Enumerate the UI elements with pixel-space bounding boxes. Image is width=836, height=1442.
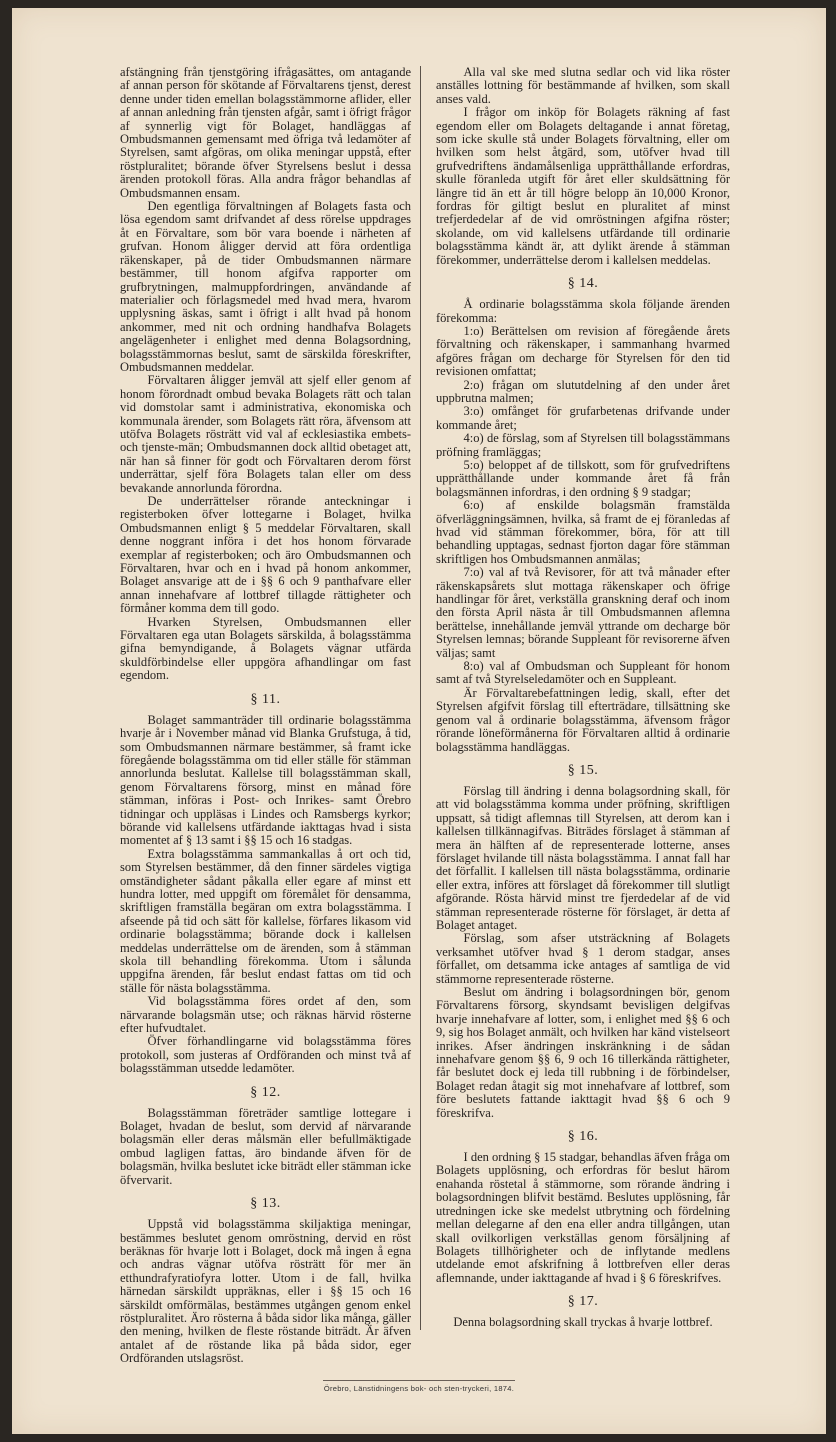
section-heading-14: § 14. bbox=[567, 276, 599, 292]
list-item: 7:o) val af två Revisorer, för att två månader efter räkenskapsårets slut mottaga räkenskaper och öfrige handlingar för året, verkställa granskning deraf och inom den första April nästa år till Ombudsmannen aflemna berättelse, innehållande jemväl yttrande om decharge bör Styrelsen lemnas; börande Suppleant för revisorerne äfven väljas; samt bbox=[436, 565, 730, 660]
paragraph: Öfver förhandlingarne vid bolagsstämma föres protokoll, som justeras af Ordföranden och minst två af bolagsstämman utsedde ledamöter. bbox=[120, 1034, 411, 1076]
list-item: 4:o) de förslag, som af Styrelsen till bolagsstämmans pröfning framläggas; bbox=[436, 431, 730, 459]
paragraph: Å ordinarie bolagsstämma skola följande ärenden förekomma: bbox=[436, 297, 730, 325]
paragraph: Uppstå vid bolagsstämma skiljaktiga meningar, bestämmes beslutet genom omröstning, dervid en röst beräknas för hvarje lott i Bolaget, dock må ingen å egna och andras vägnar utöfva rösträtt för mer än etthundrafyratiofyra lotter. Utom i de fall, hvilka härnedan särskildt uppräknas, eller i §§ 15 och 16 särskildt omförmälas, bestämmes utgången genom enkel röstpluralitet. Äro rösterna å båda sidor lika många, gäller den mening, hvilken de fleste röstande biträdt. Är äfven antalet af de röstande lika på båda sidor, eger Ordföranden utslagsröst. bbox=[120, 1217, 411, 1366]
paragraph: Denna bolagsordning skall tryckas å hvarje lottbref. bbox=[453, 1315, 713, 1330]
paragraph: afstängning från tjenstgöring ifrågasättes, om antagande af annan person för skötande af Förvaltarens tjenst, derest denne under tiden emellan bolagsstämmorne aflider, eller af annan anledning från tjensten afgår, samt i öfrigt frågor af synnerlig vigt för Bolaget, handläggas af Ombudsmannen gemensamt med öfriga två ledamöter af Styrelsen, samt afgöras, om olika meningar uppstå, efter röstpluralitet; börande öfver Styrelsens beslut i dessa ärenden protokoll föras. Alla andra frågor behandlas af Ombudsmannen ensam. bbox=[120, 65, 411, 200]
paragraph: Hvarken Styrelsen, Ombudsmannen eller Förvaltaren ega utan Bolagets särskilda, å bolagsstämma gifna bemyndigande, å Bolagets vägnar utfärda skuldförbindelse eller uppgöra afhandlingar om fast egendom. bbox=[120, 614, 411, 683]
left-column bbox=[120, 66, 420, 1366]
section-heading-16: § 16. bbox=[567, 1129, 599, 1145]
paragraph: Förslag till ändring i denna bolagsordning skall, för att vid bolagsstämma komma under pröfning, skriftligen uppsatt, så tidigt aflemnas till Styrelsen, att derom kan i kallelsen tillkännagifvas. Biträdes förslaget å stämman af mera än hälften af de representerade lotterne, anses förslaget hvilande till nästa bolagsstämma. I annat fall har det förfallit. I kallelsen till nästa bolagsstämma, ordinarie eller extra, införes att förslaget då förekommer till slutligt afgörande. Rösta härvid minst tre fjerdedelar af de vid stämman representerade rösterne för förslaget, är detta af Bolaget antaget. bbox=[436, 783, 730, 932]
paragraph: Extra bolagsstämma sammankallas å ort och tid, som Styrelsen bestämmer, då den finner särdeles vigtiga omständigheter sådant påkalla eller egare af minst ett hundra lotter, med uppgift om föremålet för densamma, skriftligen framställa begäran om extra bolagsstämma. I afseende på tid och sätt för kallelse, förfares likasom vid ordinarie bolagsstämma; börande dock i kallelsen meddelas underrättelse om de ärenden, som å stämman skola till behandling förekomma. Utom i sålunda uppgifna ärenden, får beslut endast fattas om tid och ställe för nästa bolagsstämma. bbox=[120, 846, 411, 995]
section-heading-11: § 11. bbox=[250, 691, 281, 707]
document-page bbox=[12, 8, 826, 1434]
list-item: 8:o) val af Ombudsman och Suppleant för honom samt af två Styrelseledamöter och en Suppleant. bbox=[436, 659, 730, 687]
section-heading-12: § 12. bbox=[250, 1084, 281, 1100]
list-item: 1:o) Berättelsen om revision af föregående årets förvaltning och räkenskaper, i sammanhang hvarmed afgöres frågan om decharge för Styrelsen för den tid revisionen omfattat; bbox=[436, 323, 730, 379]
paragraph: I den ordning § 15 stadgar, behandlas äfven fråga om Bolagets upplösning, och erfordras för beslut härom enahanda röstetal å stämmorne, som rörande ändring i bolagsordningen blifvit bestämd. Beslutes upplösning, får utredningen icke ske medelst utbrytning och fördelning mellan delegarne af den ena eller andra tillgången, utan skall ovilkorligen verkställas genom försäljning af Bolagets tillhörigheter och de inflytande medlens utdelande emot afskrifning å lottbrefven eller deras aflemnande, under iakttagande af hvad i § 6 föreskrifves. bbox=[436, 1150, 730, 1285]
paragraph: Alla val ske med slutna sedlar och vid lika röster anställes lottning för bestämmande af hvilken, som skall anses vald. bbox=[436, 65, 730, 106]
paragraph: Bolaget sammanträder till ordinarie bolagsstämma hvarje år i November månad vid Blanka Grufstuga, å tid, som Ombudsmannen närmare bestämmer, så framt icke föregående bolagsstämma om tid eller ställe för stämman annorlunda beslutat. Kallelse till bolagsstämman skall, genom Förvaltarens försorg, minst en månad före stämman, införas i Post- och Inrikes- samt Örebro tidningar och uppläsas i Lindes och Ramsbergs kyrkor; börande vid kallelsens utfärdande iakttagas hvad i sista momentet af § 13 samt i §§ 15 och 16 stadgas. bbox=[120, 712, 411, 848]
section-heading-15: § 15. bbox=[567, 762, 599, 778]
right-column bbox=[420, 66, 730, 1330]
paragraph: Den egentliga förvaltningen af Bolagets fasta och lösa egendom samt drifvandet af dess rörelse uppdrages åt en Förvaltare, som bör vara boende i närheten af grufvan. Honom åligger dervid att föra ordentliga räkenskaper, på de tider Ombudsmannen närmare bestämmer, till honom afgifva rapporter om grufbrytningen, malmuppfordringen, användande af materialier och förlagsmedel med hvad mera, hvarom upplysning äskas, samt i öfrigt i allt hvad på honom ankommer, med nit och ordning handhafva Bolagets angelägenheter i enlighet med denna Bolagsordning, bolagsstämmornas beslut, samt de särskilda föreskrifter, Ombudsmannen meddelar. bbox=[120, 199, 411, 374]
section-heading-13: § 13. bbox=[250, 1196, 281, 1212]
two-column-body bbox=[120, 66, 730, 1366]
footer-rule bbox=[323, 1380, 515, 1381]
paragraph: Beslut om ändring i bolagsordningen bör, genom Förvaltarens försorg, skyndsamt bevisligen delgifvas hvarje innehafvare af lotter, som, i enlighet med §§ 6 och 9, sig hos Bolaget anmält, och hvilken har känd vistelseort inrikes. Afser ändringen inskränkning i de sådan innehafvare genom §§ 6, 9 och 16 tillerkända rättigheter, får beslutet dock ej leda till rubbning i de förbindelser, Bolaget redan åtagit sig mot innehafvare af lottbref, som före beslutets fattande iakttagit hvad §§ 6 och 9 föreskrifva. bbox=[436, 985, 730, 1120]
paragraph: Förvaltaren åligger jemväl att sjelf eller genom af honom förordnadt ombud bevaka Bolagets rätt och talan vid domstolar samt i administrativa, ekonomiska och kommunala ärender, som Bolagets rätt röra, äfvensom att utöfva Bolagets rösträtt vid val af ecklesiastika embets- och tjenste-män; Ombudsmannen dock alltid obetaget att, när han så finner för godt och Förvaltaren derom först underrättar, sjelf föra Bolagets talan eller om dess bevakande annorlunda förordna. bbox=[120, 373, 411, 495]
list-item: 2:o) frågan om slututdelning af den under året uppbrutna malmen; bbox=[436, 377, 730, 405]
paragraph: Är Förvaltarebefattningen ledig, skall, efter det Styrelsen afgifvit förslag till efterträdare, tillsättning ske genom val å ordinarie bolagsstämma, äfvensom frågor rörande löneförmånerna för Förvaltaren alltid å ordinarie bolagsstämma handläggas. bbox=[436, 685, 730, 754]
list-item: 6:o) af enskilde bolagsmän framstälda öfverläggningsämnen, hvilka, så framt de ej föranledas af hvad vid stämman förekommer, böra, för att till behandling upptagas, sednast fjorton dagar före stämman skriftligen hos Ombudsmannen anmälas; bbox=[436, 498, 730, 566]
printer-imprint: Örebro, Länstidningens bok- och sten-tryckeri, 1874. bbox=[323, 1383, 515, 1393]
paragraph: Bolagsstämman företräder samtlige lottegare i Bolaget, hvadan de beslut, som dervid af närvarande bolagsmän eller deras målsmän eller befullmäktigade ombud lagligen fattas, äro bindande äfven för de bolagsmän, hvilka beslutet icke biträdt eller stämman icke öfvervarit. bbox=[120, 1105, 411, 1187]
paragraph: Förslag, som afser utsträckning af Bolagets verksamhet utöfver hvad § 1 derom stadgar, anses förfallet, om detsamma icke antages af samtliga de vid stämmorne representerade rösterne. bbox=[436, 931, 730, 986]
paragraph: De underrättelser rörande anteckningar i registerboken öfver lottegarne i Bolaget, hvilka Ombudsmannen enligt § 5 meddelar Förvaltaren, skall denne noggrant införa i det hos honom förvarade exemplar af registerboken; och äro Ombudsmannen och Förvaltaren, hvar och en i hvad på honom ankommer, Bolaget ansvarige att de i §§ 6 och 9 panthafvare eller annan innehafvare af lottbref tillagde rättigheter och förmåner komma dem till godo. bbox=[120, 494, 411, 616]
paragraph: I frågor om inköp för Bolagets räkning af fast egendom eller om Bolagets deltagande i annat företag, som icke skulle stå under Bolagets förvaltning, eller om hvilken som helst åtgärd, som, utöfver hvad till grufvedriftens ändamålsenliga upprätthållande erfordras, skulle föranleda utgift för året eller skuldsättning för längre tid än ett år till högre belopp än 10,000 Kronor, fordras för giltigt beslut en pluralitet af minst trefjerdedelar af de vid omröstningen afgifna röster; skolande, om vid kallelsens utfärdande till ordinarie bolagsstämma kändt är, att dylikt ärende å stämman förekommer, underrättelse derom i kallelsen meddelas. bbox=[436, 105, 730, 267]
paragraph: Vid bolagsstämma föres ordet af den, som närvarande bolagsmän utse; och räknas härvid rösterne efter hufvudtalet. bbox=[120, 994, 411, 1036]
list-item: 5:o) beloppet af de tillskott, som för grufvedriftens upprätthållande under kommande året få från bolagsmännen infordras, i den ordning § 9 stadgar; bbox=[436, 457, 730, 499]
section-heading-17: § 17. bbox=[567, 1294, 599, 1310]
list-item: 3:o) omfånget för grufarbetenas drifvande under kommande året; bbox=[436, 404, 730, 432]
footer bbox=[304, 1380, 534, 1394]
